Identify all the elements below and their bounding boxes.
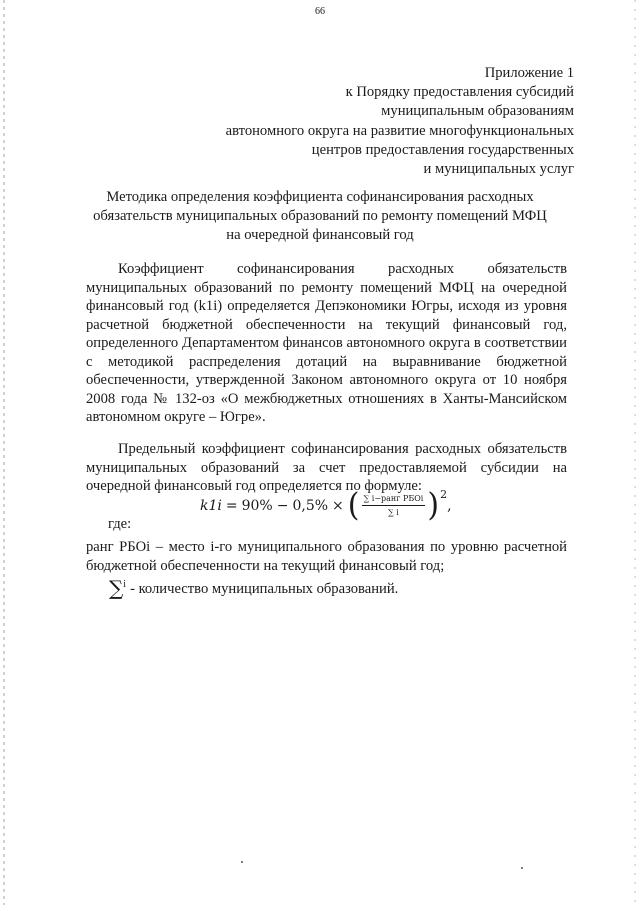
title-line: Методика определения коэффициента софинансирования расходных bbox=[106, 189, 534, 205]
paren-open-icon: ( bbox=[347, 487, 360, 524]
appendix-line: центров предоставления государственных bbox=[311, 141, 574, 158]
formula-lhs: k1i bbox=[200, 498, 222, 514]
scan-edge-left bbox=[3, 0, 5, 905]
definition-count-text: - количество муниципальных образований. bbox=[130, 581, 399, 597]
appendix-line: и муниципальных услуг bbox=[423, 161, 574, 178]
formula-fraction bbox=[362, 494, 426, 518]
where-label: где: bbox=[108, 516, 132, 532]
appendix-line: Приложение 1 bbox=[484, 65, 574, 81]
title-line: обязательств муниципальных образований по ремонту помещений МФЦ bbox=[93, 208, 547, 224]
sum-symbol-icon: ∑ bbox=[109, 576, 124, 600]
appendix-line: к Порядку предоставления субсидий bbox=[345, 84, 574, 101]
definition-count bbox=[109, 575, 398, 599]
scan-speck bbox=[241, 861, 243, 863]
formula-denominator: ∑ i bbox=[388, 508, 399, 517]
definition-rank: ранг РБОi – место i-го муниципального образования по уровню расчетной бюджетной обеспеченности на текущий финансовый год; bbox=[86, 539, 567, 574]
formula-term1: 90% bbox=[241, 498, 273, 514]
paragraph-coefficient: Коэффициент софинансирования расходных обязательств муниципальных образований по ремонту помещений МФЦ на очередной финансовый год (k1i) определяется Депэкономики Югры, исходя из уровня расчетной бюджетной обеспеченности на текущий финансовый год, определенного Департаментом финансов автономного округа в соответствии с методикой распределения дотаций на выравнивание бюджетной обеспеченности, утвержденной Законом автономного округа от 10 ноября 2008 года № 132-оз «О межбюджетных отношениях в Ханты-Мансийском автономном округе – Югре». bbox=[86, 261, 567, 425]
formula-term2: 0,5% bbox=[292, 498, 329, 514]
method-title bbox=[80, 188, 560, 245]
formula-power: 2 bbox=[440, 487, 448, 501]
formula-trail: , bbox=[447, 498, 452, 514]
formula bbox=[200, 486, 452, 526]
appendix-line: автономного округа на развитие многофункциональных bbox=[225, 122, 574, 139]
page-number: 66 bbox=[315, 6, 325, 17]
formula-equals: = bbox=[225, 498, 238, 514]
appendix-header bbox=[226, 64, 574, 179]
scan-speck bbox=[521, 867, 523, 869]
sum-index: i bbox=[123, 579, 127, 590]
formula-times: × bbox=[332, 498, 344, 514]
formula-minus: − bbox=[276, 498, 289, 514]
formula-numerator: ∑ i−ранг РБОi bbox=[362, 494, 426, 506]
title-line: на очередной финансовый год bbox=[226, 227, 414, 243]
paragraph-limit-coefficient: Предельный коэффициент софинансирования расходных обязательств муниципальных образований за счет предоставляемой субсидии на очередной финансовый год определяется по формуле: bbox=[86, 441, 567, 494]
appendix-line: муниципальным образованиям bbox=[381, 103, 574, 120]
scan-edge-right bbox=[634, 0, 636, 905]
paren-close-icon: ) bbox=[427, 487, 440, 524]
